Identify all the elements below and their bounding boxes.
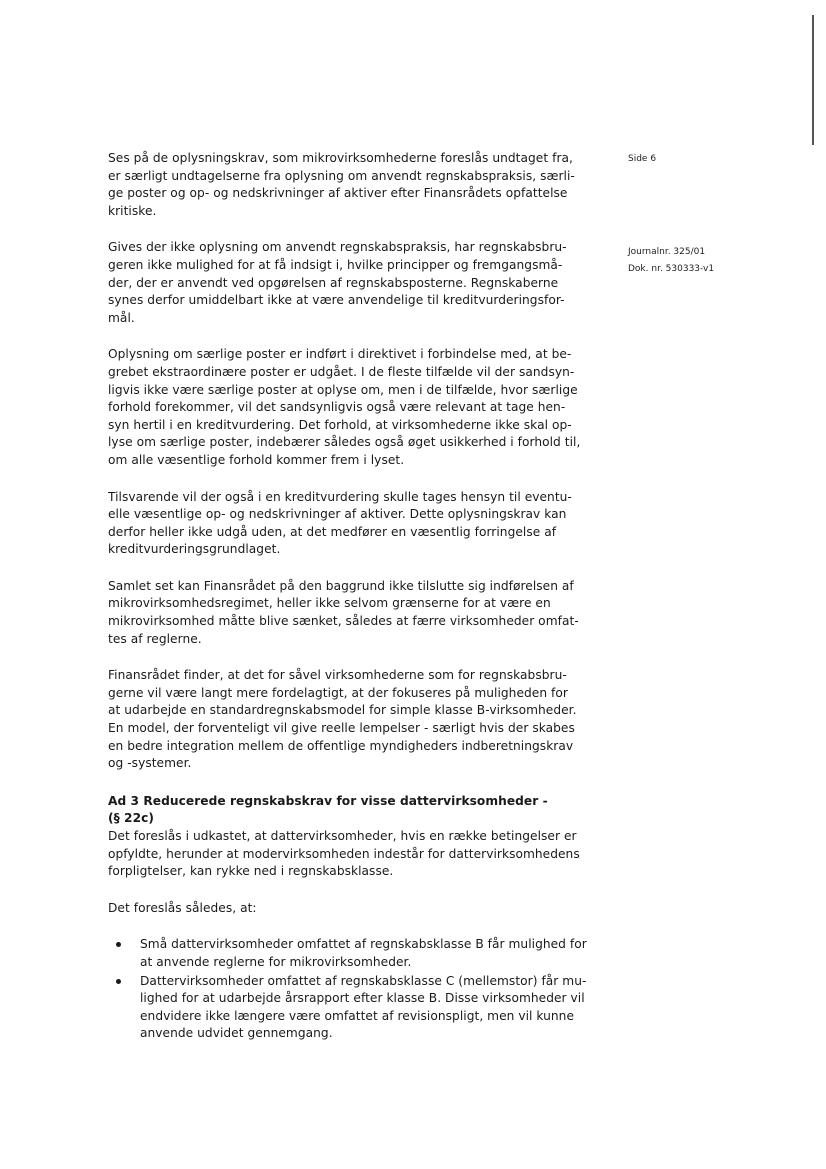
text-line: kreditvurderingsgrundlaget.: [108, 542, 281, 557]
text-line: Små dattervirksomheder omfattet af regnskabsklasse B får mulighed for: [140, 937, 587, 952]
text-line: Gives der ikke oplysning om anvendt regnskabspraksis, har regnskabsbru-: [108, 240, 567, 255]
text-line: anvende udvidet gennemgang.: [140, 1026, 333, 1041]
text-line: lyse om særlige poster, indebærer således også øget usikkerhed i forhold til,: [108, 435, 581, 450]
paragraph-4: [108, 489, 603, 559]
text-line: endvidere ikke længere være omfattet af revisionspligt, men vil kunne: [140, 1008, 575, 1023]
text-line: geren ikke mulighed for at få indsigt i, hvilke principper og fremgangsmå-: [108, 257, 563, 272]
text-line: syn hertil i en kreditvurdering. Det forhold, at virksomhederne ikke skal op-: [108, 417, 572, 432]
section-intro: [108, 828, 603, 881]
text-line: lighed for at udarbejde årsrapport efter klasse B. Disse virksomheder vil: [140, 991, 585, 1006]
text-line: Samlet set kan Finansrådet på den baggrund ikke tilslutte sig indførelsen af: [108, 578, 574, 593]
text-line: forhold forekommer, vil det sandsynligvis også være relevant at tage hen-: [108, 400, 566, 415]
text-line: Oplysning om særlige poster er indført i direktivet i forbindelse med, at be-: [108, 347, 572, 362]
section-lead: [108, 900, 603, 918]
text-line: mikrovirksomhedsregimet, heller ikke selvom grænserne for at være en: [108, 596, 551, 611]
text-line: derfor heller ikke udgå uden, at det medfører en væsentlig forringelse af: [108, 524, 557, 539]
text-line: elle væsentlige op- og nedskrivninger af aktiver. Dette oplysningskrav kan: [108, 507, 567, 522]
text-line: Dattervirksomheder omfattet af regnskabsklasse C (mellemstor) får mu-: [140, 973, 587, 988]
document-body: [108, 150, 603, 1044]
text-line: ligvis ikke være særlige poster at oplyse om, men i de tilfælde, hvor særlige: [108, 382, 578, 397]
heading-line: Ad 3 Reducerede regnskabskrav for visse dattervirksomheder -: [108, 793, 548, 808]
text-line: forpligtelser, kan rykke ned i regnskabsklasse.: [108, 864, 394, 879]
text-line: at anvende reglerne for mikrovirksomheder.: [140, 954, 412, 969]
page-number: Side 6: [628, 154, 657, 164]
document-number: Dok. nr. 530333-v1: [628, 264, 715, 274]
text-line: og -systemer.: [108, 756, 192, 771]
text-line: tes af reglerne.: [108, 631, 202, 646]
text-line: opfyldte, herunder at modervirksomheden indestår for dattervirksomhedens: [108, 846, 580, 861]
paragraph-2: [108, 239, 603, 327]
bullet-icon: [116, 942, 121, 947]
paragraph-3: [108, 346, 603, 469]
text-line: om alle væsentlige forhold kommer frem i lyset.: [108, 452, 405, 467]
text-line: Finansrådet finder, at det for såvel virksomhederne som for regnskabsbru-: [108, 668, 567, 683]
scan-edge-mark: [812, 15, 814, 145]
paragraph-5: [108, 578, 603, 648]
text-line: synes derfor umiddelbart ikke at være anvendelige til kreditvurderingsfor-: [108, 293, 565, 308]
text-line: kritiske.: [108, 203, 157, 218]
text-line: mikrovirksomhed måtte blive sænket, således at færre virksomheder omfat-: [108, 614, 579, 629]
paragraph-1: [108, 150, 603, 220]
heading-line: (§ 22c): [108, 811, 155, 826]
text-line: er særligt undtagelserne fra oplysning om anvendt regnskabspraksis, særli-: [108, 168, 575, 183]
text-line: der, der er anvendt ved opgørelsen af regnskabsposterne. Regnskaberne: [108, 275, 559, 290]
bullet-icon: [116, 979, 121, 984]
text-line: grebet ekstraordinære poster er udgået. I de fleste tilfælde vil der sandsyn-: [108, 364, 575, 379]
text-line: en bedre integration mellem de offentlige myndigheders indberetningskrav: [108, 738, 574, 753]
bullet-item: [108, 936, 603, 971]
bullet-list: [108, 936, 603, 1043]
journal-number: Journalnr. 325/01: [628, 247, 706, 257]
text-line: at udarbejde en standardregnskabsmodel for simple klasse B-virksomheder.: [108, 703, 577, 718]
paragraph-6: [108, 667, 603, 773]
text-line: Det foreslås således, at:: [108, 900, 257, 915]
text-line: Ses på de oplysningskrav, som mikrovirksomhederne foreslås undtaget fra,: [108, 151, 573, 165]
text-line: En model, der forventeligt vil give reelle lempelser - særligt hvis der skabes: [108, 721, 575, 736]
text-line: gerne vil være langt mere fordelagtigt, at der fokuseres på muligheden for: [108, 685, 568, 700]
bullet-item: [108, 973, 603, 1043]
text-line: mål.: [108, 310, 135, 325]
text-line: Tilsvarende vil der også i en kreditvurdering skulle tages hensyn til eventu-: [108, 489, 572, 504]
text-line: ge poster og op- og nedskrivninger af aktiver efter Finansrådets opfattelse: [108, 186, 568, 201]
text-line: Det foreslås i udkastet, at dattervirksomheder, hvis en række betingelser er: [108, 829, 577, 843]
section-heading: [108, 793, 603, 828]
